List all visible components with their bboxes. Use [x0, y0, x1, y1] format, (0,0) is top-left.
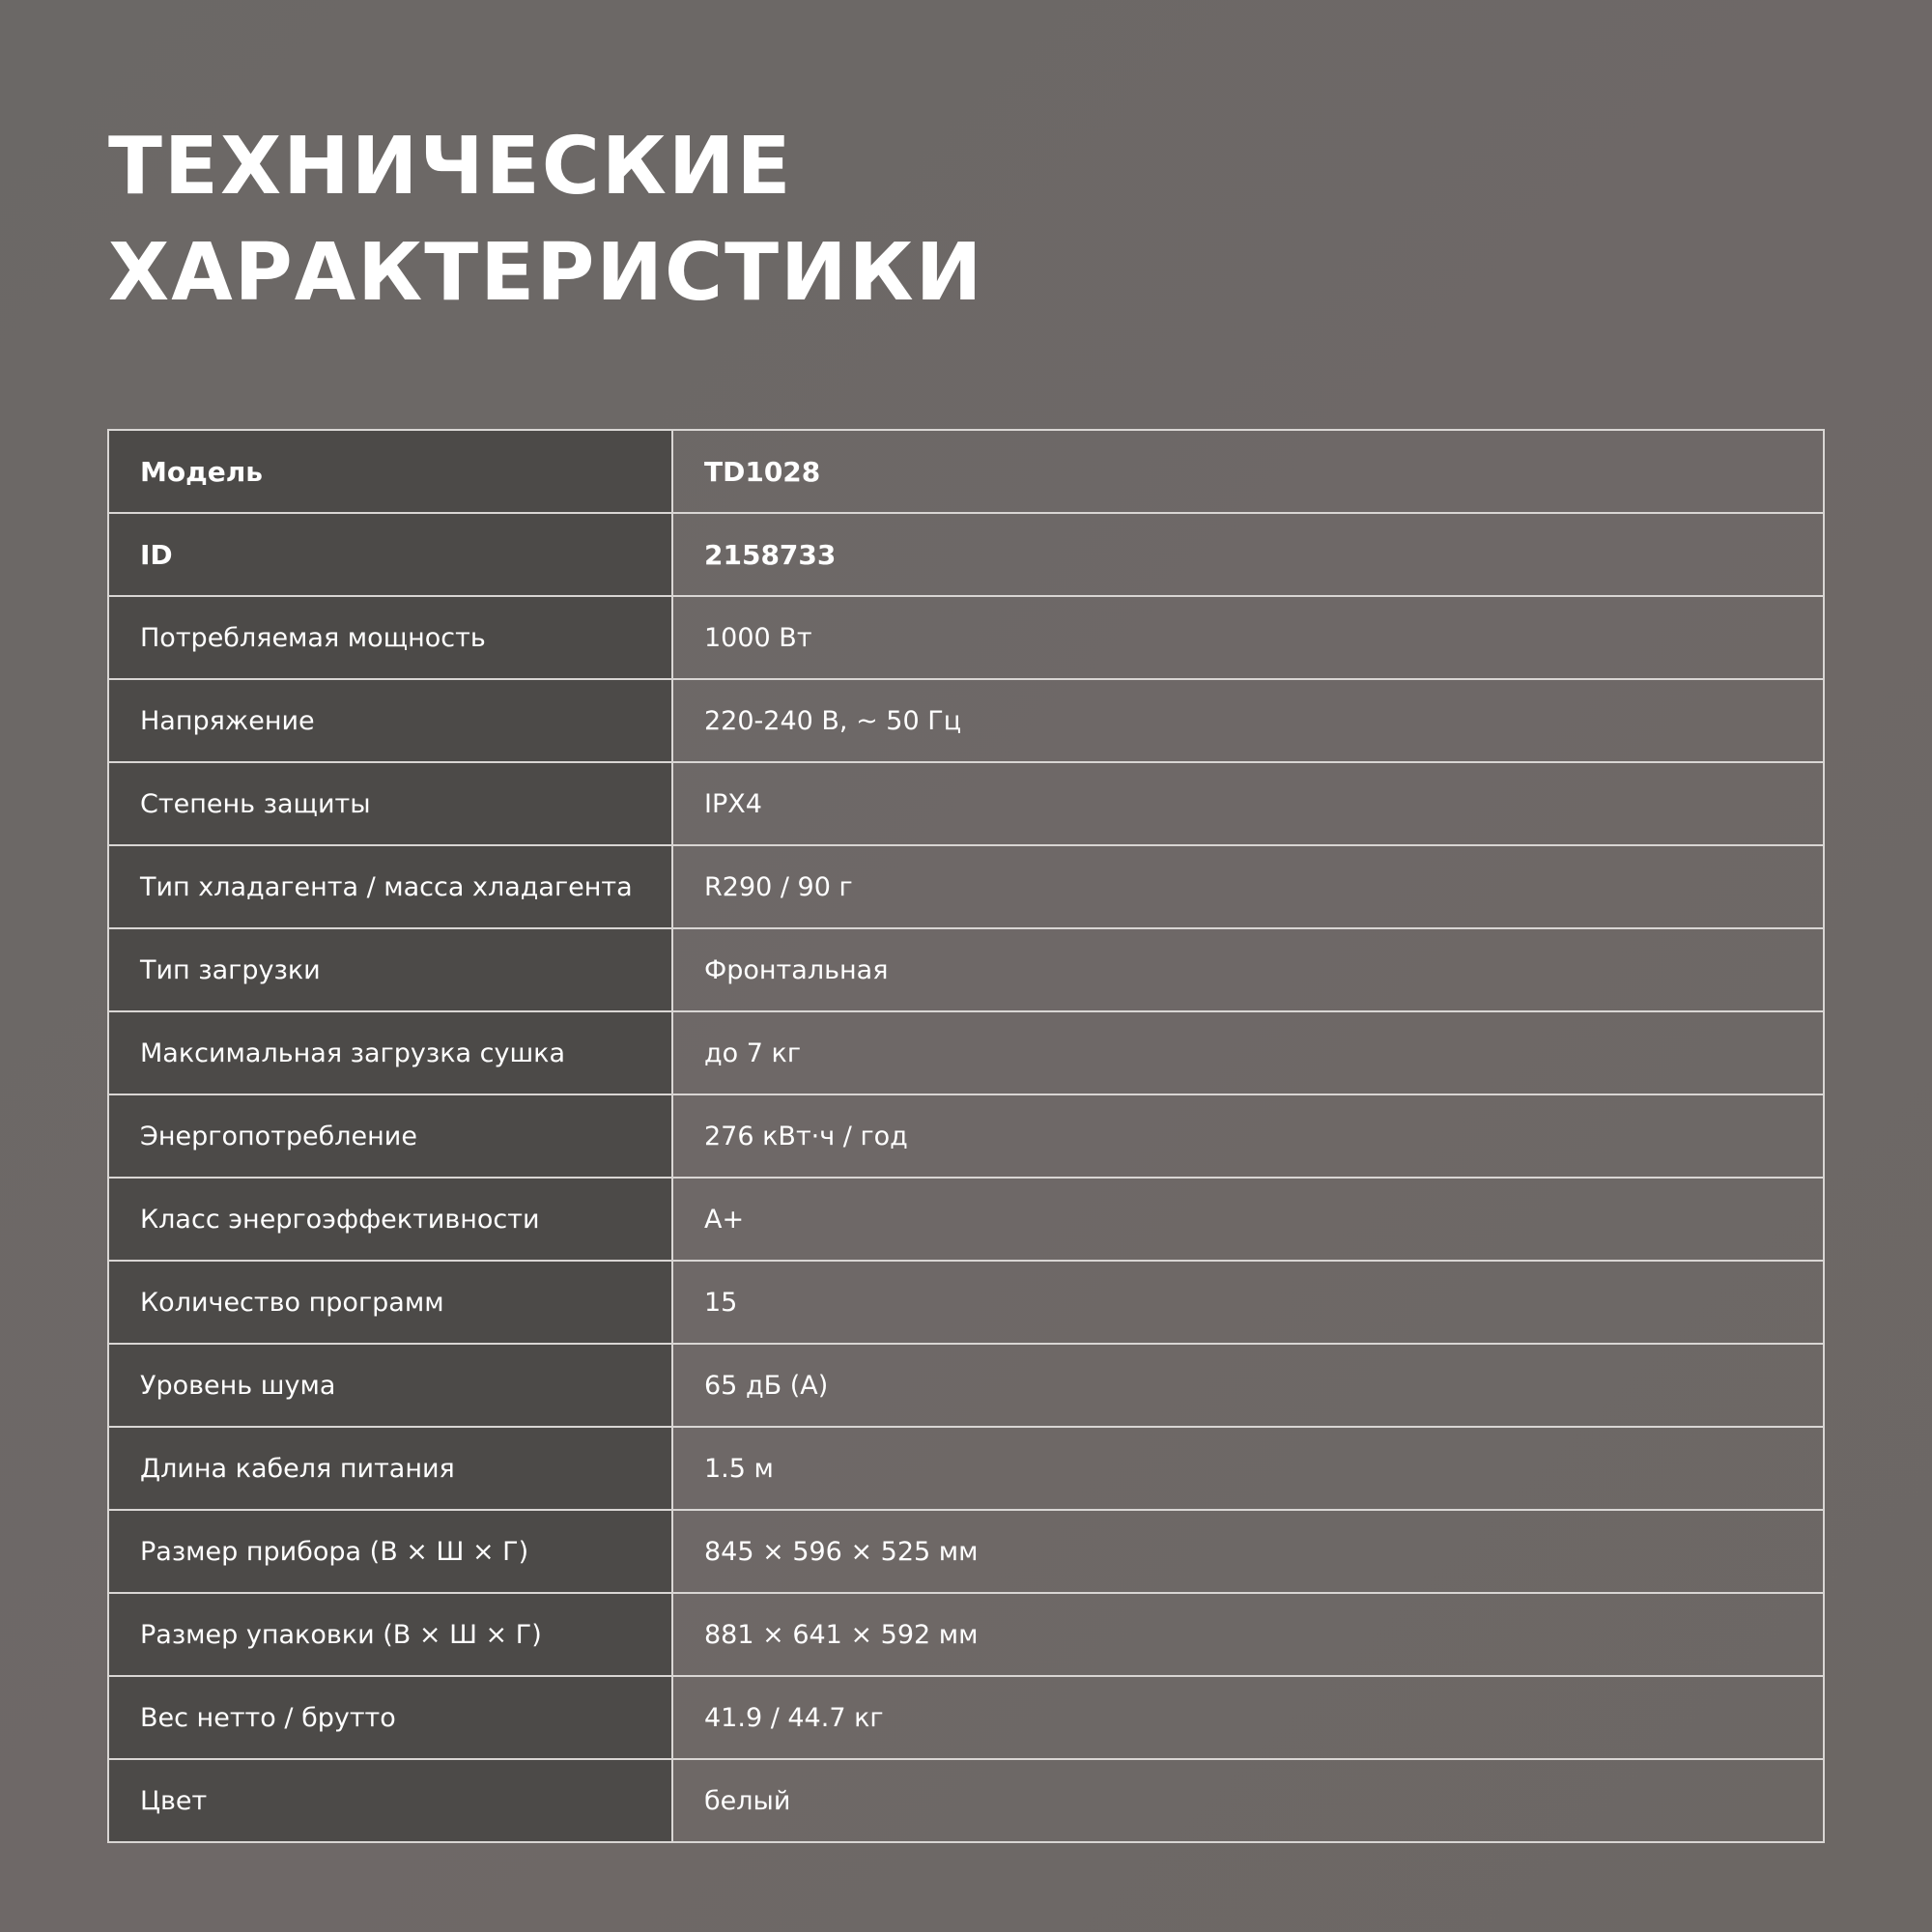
spec-label: ID: [108, 513, 672, 596]
spec-label: Энергопотребление: [108, 1094, 672, 1178]
spec-label: Тип хладагента / масса хладагента: [108, 845, 672, 928]
spec-value: 1.5 м: [672, 1427, 1824, 1510]
table-row: [108, 1759, 1824, 1842]
table-row: [108, 1427, 1824, 1510]
spec-label: Длина кабеля питания: [108, 1427, 672, 1510]
table-row: [108, 1593, 1824, 1676]
table-row: [108, 679, 1824, 762]
spec-label: Напряжение: [108, 679, 672, 762]
spec-label: Тип загрузки: [108, 928, 672, 1011]
spec-value: 2158733: [672, 513, 1824, 596]
spec-label: Класс энергоэффективности: [108, 1178, 672, 1261]
spec-label: Размер прибора (В × Ш × Г): [108, 1510, 672, 1593]
spec-value: до 7 кг: [672, 1011, 1824, 1094]
spec-value: 15: [672, 1261, 1824, 1344]
spec-table: [107, 429, 1825, 1843]
spec-label: Вес нетто / брутто: [108, 1676, 672, 1759]
table-row: [108, 845, 1824, 928]
table-row: [108, 1261, 1824, 1344]
page-title-line-2: ХАРАКТЕРИСТИКИ: [108, 227, 984, 319]
spec-label: Модель: [108, 430, 672, 513]
spec-value: Фронтальная: [672, 928, 1824, 1011]
spec-value: IPX4: [672, 762, 1824, 845]
spec-label: Размер упаковки (В × Ш × Г): [108, 1593, 672, 1676]
table-row: [108, 928, 1824, 1011]
spec-value: белый: [672, 1759, 1824, 1842]
page-title-line-1: ТЕХНИЧЕСКИЕ: [108, 121, 793, 213]
spec-value: 65 дБ (А): [672, 1344, 1824, 1427]
spec-label: Степень защиты: [108, 762, 672, 845]
table-row: [108, 1344, 1824, 1427]
spec-label: Уровень шума: [108, 1344, 672, 1427]
spec-value: 845 × 596 × 525 мм: [672, 1510, 1824, 1593]
table-row: [108, 1011, 1824, 1094]
spec-value: 41.9 / 44.7 кг: [672, 1676, 1824, 1759]
spec-value: A+: [672, 1178, 1824, 1261]
spec-label: Количество программ: [108, 1261, 672, 1344]
spec-value: 220-240 В, ~ 50 Гц: [672, 679, 1824, 762]
spec-value: 881 × 641 × 592 мм: [672, 1593, 1824, 1676]
table-row: [108, 1676, 1824, 1759]
spec-value: TD1028: [672, 430, 1824, 513]
table-row: [108, 762, 1824, 845]
spec-label: Цвет: [108, 1759, 672, 1842]
spec-value: 1000 Вт: [672, 596, 1824, 679]
table-row: [108, 596, 1824, 679]
spec-value: R290 / 90 г: [672, 845, 1824, 928]
table-row: [108, 1510, 1824, 1593]
spec-label: Потребляемая мощность: [108, 596, 672, 679]
table-row: [108, 513, 1824, 596]
page-title: [108, 114, 983, 327]
table-row: [108, 430, 1824, 513]
table-row: [108, 1094, 1824, 1178]
spec-value: 276 кВт·ч / год: [672, 1094, 1824, 1178]
spec-label: Максимальная загрузка сушка: [108, 1011, 672, 1094]
table-row: [108, 1178, 1824, 1261]
spec-table-body: [108, 430, 1824, 1842]
